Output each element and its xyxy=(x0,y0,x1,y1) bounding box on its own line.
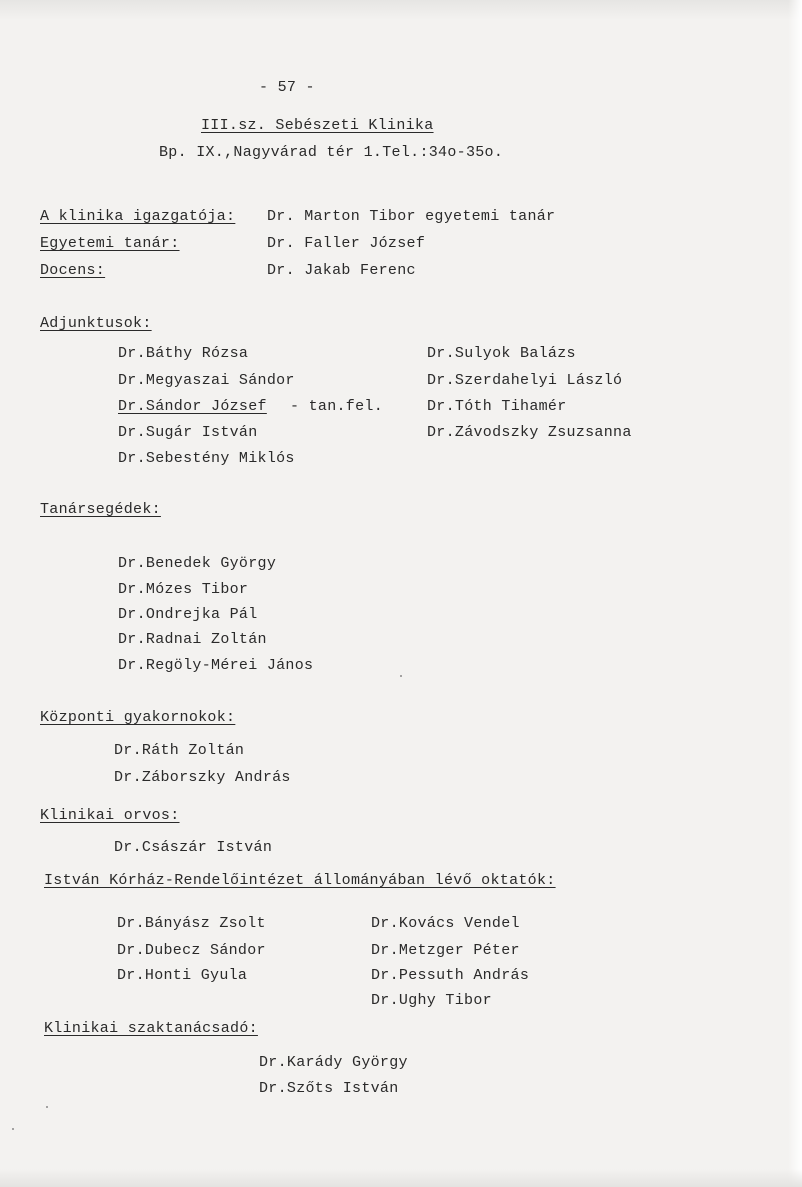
staff-name-docens: Dr. Jakab Ferenc xyxy=(267,262,416,279)
adjunktus-right-item: Dr.Tóth Tihamér xyxy=(427,398,567,415)
adjunktus-right-item: Dr.Sulyok Balázs xyxy=(427,345,576,362)
scan-speck xyxy=(12,1128,14,1130)
istvan-left-item: Dr.Honti Gyula xyxy=(117,967,248,984)
section-heading-szaktanacsado: Klinikai szaktanácsadó: xyxy=(44,1020,258,1037)
szaktanacsado-item: Dr.Karády György xyxy=(259,1054,408,1071)
scan-shadow-right xyxy=(788,0,802,1187)
istvan-left-item: Dr.Bányász Zsolt xyxy=(117,915,266,932)
scan-shadow-bottom xyxy=(0,1169,802,1187)
section-heading-klinikai-orvos: Klinikai orvos: xyxy=(40,807,180,824)
szaktanacsado-item: Dr.Szőts István xyxy=(259,1080,399,1097)
tanarseged-item: Dr.Radnai Zoltán xyxy=(118,631,267,648)
section-heading-adjunktusok: Adjunktusok: xyxy=(40,315,152,332)
scan-speck xyxy=(400,675,402,677)
tanarseged-item: Dr.Mózes Tibor xyxy=(118,581,249,598)
kozponti-item: Dr.Ráth Zoltán xyxy=(114,742,245,759)
staff-name-director: Dr. Marton Tibor egyetemi tanár xyxy=(267,208,556,225)
adjunktus-left-item: Dr.Sugár István xyxy=(118,424,258,441)
adjunktus-right-item: Dr.Závodszky Zsuzsanna xyxy=(427,424,632,441)
clinic-address: Bp. IX.,Nagyvárad tér 1.Tel.:34o-35o. xyxy=(159,144,504,161)
clinic-name: III.sz. Sebészeti Klinika xyxy=(201,117,434,134)
adjunktus-left-item: Dr.Báthy Rózsa xyxy=(118,345,249,362)
staff-role-docens: Docens: xyxy=(40,262,106,279)
adjunktus-right-item: Dr.Szerdahelyi László xyxy=(427,372,623,389)
tanarseged-item: Dr.Ondrejka Pál xyxy=(118,606,258,623)
adjunktus-left-item: Dr.Sebestény Miklós xyxy=(118,450,295,467)
section-heading-tanarsegedek: Tanársegédek: xyxy=(40,501,161,518)
section-heading-kozponti: Központi gyakornokok: xyxy=(40,709,236,726)
section-heading-istvan-korhaz: István Kórház-Rendelőintézet állományában lévő oktatók: xyxy=(44,872,556,889)
istvan-right-item: Dr.Pessuth András xyxy=(371,967,530,984)
staff-role-professor: Egyetemi tanár: xyxy=(40,235,180,252)
kozponti-item: Dr.Záborszky András xyxy=(114,769,291,786)
tanarseged-item: Dr.Regöly-Mérei János xyxy=(118,657,314,674)
tanarseged-item: Dr.Benedek György xyxy=(118,555,277,572)
istvan-right-item: Dr.Kovács Vendel xyxy=(371,915,520,932)
istvan-right-item: Dr.Ughy Tibor xyxy=(371,992,492,1009)
adjunktus-left-item: Dr.Sándor József xyxy=(118,398,267,415)
adjunktus-note: - tan.fel. xyxy=(290,398,384,415)
staff-role-director: A klinika igazgatója: xyxy=(40,208,236,225)
page-number: - 57 - xyxy=(259,79,315,96)
staff-name-professor: Dr. Faller József xyxy=(267,235,426,252)
scan-shadow-top xyxy=(0,0,802,20)
adjunktus-left-item: Dr.Megyaszai Sándor xyxy=(118,372,295,389)
scan-speck xyxy=(46,1106,48,1108)
istvan-left-item: Dr.Dubecz Sándor xyxy=(117,942,266,959)
klinikai-orvos-item: Dr.Császár István xyxy=(114,839,273,856)
istvan-right-item: Dr.Metzger Péter xyxy=(371,942,520,959)
